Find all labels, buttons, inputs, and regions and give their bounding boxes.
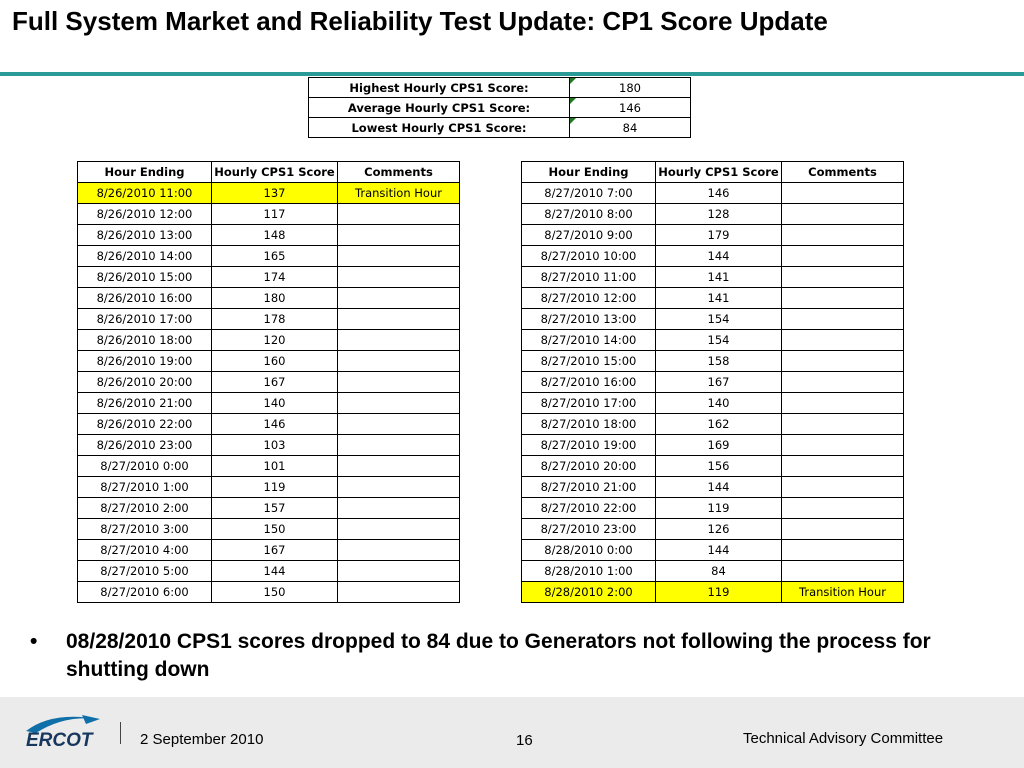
cps1-score-cell: 119 <box>656 582 782 603</box>
comment-cell <box>338 225 460 246</box>
cps1-score-cell: 157 <box>212 498 338 519</box>
comment-cell <box>782 225 904 246</box>
comment-cell <box>338 435 460 456</box>
cps1-score-cell: 146 <box>212 414 338 435</box>
hourly-scores-table-left <box>77 161 460 603</box>
cps1-score-cell: 162 <box>656 414 782 435</box>
comment-cell <box>782 435 904 456</box>
comment-cell <box>338 519 460 540</box>
header-cps1-score: Hourly CPS1 Score <box>656 162 782 183</box>
comment-marker-icon <box>570 118 576 124</box>
bullet-text: 08/28/2010 CPS1 scores dropped to 84 due to Generators not following the process for shutting down <box>66 630 931 681</box>
table-row <box>522 330 904 351</box>
table-row <box>522 519 904 540</box>
table-row <box>522 267 904 288</box>
hour-ending-cell: 8/27/2010 4:00 <box>78 540 212 561</box>
hour-ending-cell: 8/27/2010 23:00 <box>522 519 656 540</box>
cps1-score-cell: 154 <box>656 330 782 351</box>
table-row <box>78 393 460 414</box>
hour-ending-cell: 8/26/2010 13:00 <box>78 225 212 246</box>
summary-value: 146 <box>570 98 691 118</box>
hour-ending-cell: 8/28/2010 2:00 <box>522 582 656 603</box>
table-row <box>78 372 460 393</box>
hour-ending-cell: 8/27/2010 3:00 <box>78 519 212 540</box>
hour-ending-cell: 8/27/2010 11:00 <box>522 267 656 288</box>
cps1-score-cell: 156 <box>656 456 782 477</box>
cps1-score-cell: 137 <box>212 183 338 204</box>
hour-ending-cell: 8/27/2010 19:00 <box>522 435 656 456</box>
hour-ending-cell: 8/27/2010 5:00 <box>78 561 212 582</box>
table-row <box>78 246 460 267</box>
cps1-score-cell: 103 <box>212 435 338 456</box>
table-row <box>78 561 460 582</box>
cps1-score-cell: 180 <box>212 288 338 309</box>
table-row <box>78 540 460 561</box>
page-number: 16 <box>516 732 533 749</box>
hour-ending-cell: 8/27/2010 13:00 <box>522 309 656 330</box>
cps1-score-cell: 84 <box>656 561 782 582</box>
comment-cell <box>782 309 904 330</box>
cps1-score-cell: 144 <box>212 561 338 582</box>
table-row <box>78 498 460 519</box>
hour-ending-cell: 8/26/2010 17:00 <box>78 309 212 330</box>
table-row <box>78 183 460 204</box>
header-row <box>522 162 904 183</box>
comment-cell <box>338 351 460 372</box>
table-row <box>522 477 904 498</box>
comment-cell <box>338 414 460 435</box>
hour-ending-cell: 8/27/2010 22:00 <box>522 498 656 519</box>
table-row <box>78 351 460 372</box>
comment-cell <box>782 456 904 477</box>
cps1-score-cell: 144 <box>656 540 782 561</box>
comment-cell <box>782 330 904 351</box>
hour-ending-cell: 8/27/2010 17:00 <box>522 393 656 414</box>
hourly-scores-table-right <box>521 161 904 603</box>
cps1-score-cell: 174 <box>212 267 338 288</box>
hour-ending-cell: 8/26/2010 18:00 <box>78 330 212 351</box>
comment-cell <box>782 372 904 393</box>
comment-cell: Transition Hour <box>338 183 460 204</box>
comment-cell <box>338 540 460 561</box>
header-comments: Comments <box>338 162 460 183</box>
cps1-score-cell: 128 <box>656 204 782 225</box>
hour-ending-cell: 8/26/2010 19:00 <box>78 351 212 372</box>
header-comments: Comments <box>782 162 904 183</box>
comment-cell <box>338 330 460 351</box>
cps1-score-cell: 140 <box>656 393 782 414</box>
comment-cell <box>782 477 904 498</box>
table-row <box>522 246 904 267</box>
bullet-marker: • <box>30 630 38 653</box>
cps1-score-cell: 141 <box>656 288 782 309</box>
hour-ending-cell: 8/27/2010 8:00 <box>522 204 656 225</box>
comment-cell <box>782 414 904 435</box>
table-row <box>522 183 904 204</box>
comment-cell <box>782 246 904 267</box>
comment-cell <box>338 477 460 498</box>
cps1-score-cell: 148 <box>212 225 338 246</box>
cps1-score-cell: 141 <box>656 267 782 288</box>
comment-cell <box>338 246 460 267</box>
cps1-score-cell: 158 <box>656 351 782 372</box>
header-hour-ending: Hour Ending <box>78 162 212 183</box>
table-row <box>522 393 904 414</box>
table-row <box>78 582 460 603</box>
ercot-logo <box>12 709 112 753</box>
table-row <box>78 414 460 435</box>
cps1-score-cell: 150 <box>212 582 338 603</box>
slide-footer <box>0 697 1024 768</box>
table-row <box>78 456 460 477</box>
table-row <box>78 477 460 498</box>
hour-ending-cell: 8/28/2010 0:00 <box>522 540 656 561</box>
cps1-score-cell: 167 <box>212 372 338 393</box>
hour-ending-cell: 8/27/2010 7:00 <box>522 183 656 204</box>
comment-cell <box>338 204 460 225</box>
header-cps1-score: Hourly CPS1 Score <box>212 162 338 183</box>
hour-ending-cell: 8/26/2010 11:00 <box>78 183 212 204</box>
summary-label: Average Hourly CPS1 Score: <box>309 98 570 118</box>
table-row <box>522 414 904 435</box>
comment-cell <box>782 498 904 519</box>
comment-cell <box>782 351 904 372</box>
comment-cell <box>782 288 904 309</box>
cps1-score-cell: 179 <box>656 225 782 246</box>
hour-ending-cell: 8/27/2010 12:00 <box>522 288 656 309</box>
comment-cell <box>338 309 460 330</box>
hour-ending-cell: 8/28/2010 1:00 <box>522 561 656 582</box>
comment-cell <box>782 519 904 540</box>
table-row <box>522 540 904 561</box>
hour-ending-cell: 8/27/2010 0:00 <box>78 456 212 477</box>
table-row <box>78 519 460 540</box>
table-row <box>522 204 904 225</box>
comment-cell <box>338 372 460 393</box>
hour-ending-cell: 8/27/2010 14:00 <box>522 330 656 351</box>
table-row <box>522 498 904 519</box>
comment-cell <box>782 183 904 204</box>
comment-marker-icon <box>570 78 576 84</box>
comment-cell <box>338 288 460 309</box>
hour-ending-cell: 8/26/2010 12:00 <box>78 204 212 225</box>
header-row <box>78 162 460 183</box>
comment-cell: Transition Hour <box>782 582 904 603</box>
cps1-score-cell: 160 <box>212 351 338 372</box>
header-hour-ending: Hour Ending <box>522 162 656 183</box>
summary-label: Highest Hourly CPS1 Score: <box>309 78 570 98</box>
hour-ending-cell: 8/27/2010 6:00 <box>78 582 212 603</box>
summary-table <box>308 77 691 138</box>
table-row <box>78 309 460 330</box>
cps1-score-cell: 165 <box>212 246 338 267</box>
cps1-score-cell: 178 <box>212 309 338 330</box>
cps1-score-cell: 101 <box>212 456 338 477</box>
hour-ending-cell: 8/27/2010 15:00 <box>522 351 656 372</box>
table-row <box>522 288 904 309</box>
summary-row <box>309 118 691 138</box>
footer-divider <box>120 722 121 744</box>
comment-cell <box>338 561 460 582</box>
table-row <box>522 372 904 393</box>
cps1-score-cell: 144 <box>656 246 782 267</box>
table-row <box>78 435 460 456</box>
hour-ending-cell: 8/27/2010 2:00 <box>78 498 212 519</box>
table-row <box>522 561 904 582</box>
cps1-score-cell: 119 <box>656 498 782 519</box>
comment-marker-icon <box>570 98 576 104</box>
comment-cell <box>338 582 460 603</box>
slide-title: Full System Market and Reliability Test Update: CP1 Score Update <box>12 6 828 36</box>
table-row <box>522 351 904 372</box>
hour-ending-cell: 8/26/2010 20:00 <box>78 372 212 393</box>
cps1-score-cell: 167 <box>656 372 782 393</box>
table-row <box>522 309 904 330</box>
cps1-score-cell: 120 <box>212 330 338 351</box>
hour-ending-cell: 8/26/2010 23:00 <box>78 435 212 456</box>
cps1-score-cell: 119 <box>212 477 338 498</box>
comment-cell <box>782 561 904 582</box>
svg-text:ERCOT: ERCOT <box>26 730 93 751</box>
cps1-score-cell: 144 <box>656 477 782 498</box>
cps1-score-cell: 140 <box>212 393 338 414</box>
cps1-score-cell: 126 <box>656 519 782 540</box>
hour-ending-cell: 8/27/2010 21:00 <box>522 477 656 498</box>
hour-ending-cell: 8/27/2010 20:00 <box>522 456 656 477</box>
footer-date: 2 September 2010 <box>140 731 264 748</box>
table-row <box>522 225 904 246</box>
table-row <box>78 225 460 246</box>
comment-cell <box>338 393 460 414</box>
hour-ending-cell: 8/27/2010 1:00 <box>78 477 212 498</box>
cps1-score-cell: 167 <box>212 540 338 561</box>
table-row <box>78 204 460 225</box>
hour-ending-cell: 8/26/2010 15:00 <box>78 267 212 288</box>
comment-cell <box>782 393 904 414</box>
footer-organization: Technical Advisory Committee <box>743 730 944 747</box>
summary-label: Lowest Hourly CPS1 Score: <box>309 118 570 138</box>
summary-value: 180 <box>570 78 691 98</box>
summary-row <box>309 78 691 98</box>
comment-cell <box>338 267 460 288</box>
summary-row <box>309 98 691 118</box>
table-row <box>522 456 904 477</box>
hour-ending-cell: 8/27/2010 10:00 <box>522 246 656 267</box>
cps1-score-cell: 146 <box>656 183 782 204</box>
cps1-score-cell: 117 <box>212 204 338 225</box>
hour-ending-cell: 8/27/2010 16:00 <box>522 372 656 393</box>
cps1-score-cell: 154 <box>656 309 782 330</box>
table-row <box>78 330 460 351</box>
table-row <box>522 435 904 456</box>
hour-ending-cell: 8/26/2010 22:00 <box>78 414 212 435</box>
hour-ending-cell: 8/27/2010 9:00 <box>522 225 656 246</box>
hour-ending-cell: 8/27/2010 18:00 <box>522 414 656 435</box>
comment-cell <box>782 204 904 225</box>
table-row <box>78 267 460 288</box>
hour-ending-cell: 8/26/2010 21:00 <box>78 393 212 414</box>
hour-ending-cell: 8/26/2010 16:00 <box>78 288 212 309</box>
table-row <box>522 582 904 603</box>
summary-value: 84 <box>570 118 691 138</box>
comment-cell <box>782 267 904 288</box>
hour-ending-cell: 8/26/2010 14:00 <box>78 246 212 267</box>
cps1-score-cell: 150 <box>212 519 338 540</box>
comment-cell <box>338 498 460 519</box>
comment-cell <box>338 456 460 477</box>
title-divider <box>0 72 1024 76</box>
cps1-score-cell: 169 <box>656 435 782 456</box>
table-row <box>78 288 460 309</box>
comment-cell <box>782 540 904 561</box>
